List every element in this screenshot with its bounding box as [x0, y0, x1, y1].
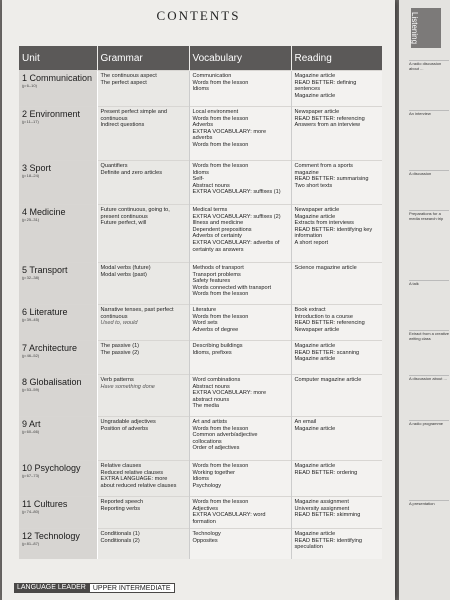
reading-line: speculation [294, 544, 323, 551]
unit-pages: (p 39–45) [22, 317, 40, 322]
grammar-line: Indirect questions [100, 122, 145, 129]
header-reading: Reading [291, 46, 382, 71]
vocabulary-cell [189, 497, 291, 529]
unit-pages: (p 32–38) [22, 275, 40, 280]
table-row [19, 375, 382, 417]
grammar-cell [97, 461, 189, 497]
unit-number: 3 [22, 163, 28, 173]
unit-pages: (p 67–73) [22, 473, 40, 478]
reading-line: information [294, 233, 323, 240]
grammar-line: Relative clauses [100, 463, 142, 469]
unit-title [22, 343, 94, 353]
unit-cell [19, 161, 97, 205]
table-row [19, 417, 382, 461]
vocabulary-cell [189, 461, 291, 497]
reading-line: READ BETTER: skimming [294, 512, 361, 519]
level-name: UPPER INTERMEDIATE [89, 583, 175, 593]
unit-name: Transport [29, 265, 68, 275]
reading-line: Magazine article [294, 213, 336, 220]
reading-line: READ BETTER: referencing [294, 115, 365, 122]
table-row [19, 161, 382, 205]
table-row [19, 263, 382, 305]
grammar-line: Modal verbs (future) [100, 265, 151, 271]
facing-page [399, 0, 450, 600]
vocabulary-line: Psychology [192, 482, 222, 489]
unit-name: Literature [29, 307, 68, 317]
grammar-line: The perfect aspect [100, 79, 147, 86]
reading-line: Comment from a sports [294, 163, 353, 169]
vocabulary-line: Adverbs of certainty [192, 233, 242, 240]
reading-cell [291, 375, 382, 417]
page-title: CONTENTS [156, 8, 241, 23]
vocabulary-cell [189, 529, 291, 559]
contents-page [2, 0, 395, 600]
unit-number: 6 [22, 307, 28, 317]
unit-title [22, 463, 94, 473]
unit-number: 8 [22, 377, 28, 387]
vocabulary-cell [189, 341, 291, 375]
grammar-line: Modal verbs (past) [100, 271, 147, 278]
table-row [19, 71, 382, 107]
unit-name: Technology [34, 531, 80, 541]
reading-line: Book extract [294, 307, 326, 313]
grammar-line: Have something done [100, 383, 155, 390]
unit-cell [19, 205, 97, 263]
grammar-line: Position of adverbs [100, 425, 149, 432]
reading-line: Science magazine article [294, 265, 357, 271]
grammar-line: Definite and zero articles [100, 169, 163, 176]
grammar-line: EXTRA LANGUAGE: more [100, 476, 168, 483]
unit-number: 4 [22, 207, 28, 217]
facing-cell: A radio discussion about ... [409, 60, 449, 71]
reading-cell [291, 107, 382, 161]
reading-line: Magazine article [294, 92, 336, 99]
unit-cell [19, 375, 97, 417]
reading-line: Extracts from interviews [294, 220, 354, 227]
vocabulary-cell [189, 305, 291, 341]
grammar-cell [97, 161, 189, 205]
vocabulary-line: EXTRA VOCABULARY: more [192, 128, 267, 135]
grammar-line: Present perfect simple and [100, 109, 168, 115]
reading-line: Newspaper article [294, 326, 340, 333]
reading-line: READ BETTER: identifying key [294, 226, 373, 233]
unit-number: 11 [22, 499, 32, 509]
vocabulary-line: Adjectives [192, 505, 218, 512]
vocabulary-line: Opposites [192, 537, 218, 544]
unit-pages: (p 53–59) [22, 387, 40, 392]
reading-line: Magazine article [294, 73, 336, 79]
grammar-line: Quantifiers [100, 163, 128, 169]
grammar-line: Used to, would [100, 320, 138, 327]
vocabulary-line: Adverbs of degree [192, 326, 239, 333]
vocabulary-cell [189, 263, 291, 305]
reading-line: magazine [294, 169, 319, 176]
reading-line: Magazine article [294, 463, 336, 469]
unit-title [22, 163, 94, 173]
vocabulary-line: Self- [192, 176, 205, 183]
vocabulary-line: Words from the lesson [192, 79, 249, 86]
vocabulary-line: Words from the lesson [192, 291, 249, 298]
unit-cell [19, 107, 97, 161]
vocabulary-line: Working together [192, 469, 235, 476]
unit-cell [19, 263, 97, 305]
vocabulary-line: Idioms [192, 86, 209, 93]
grammar-line: Reported speech [100, 499, 144, 505]
grammar-cell [97, 107, 189, 161]
grammar-cell [97, 205, 189, 263]
vocabulary-cell [189, 161, 291, 205]
facing-cell: A talk [409, 280, 449, 286]
reading-cell [291, 417, 382, 461]
unit-number: 7 [22, 343, 28, 353]
unit-cell [19, 341, 97, 375]
unit-cell [19, 529, 97, 559]
reading-cell [291, 263, 382, 305]
grammar-line: Future perfect, will [100, 220, 147, 227]
grammar-line: The passive (2) [100, 349, 140, 356]
vocabulary-line: Common adverb/adjective [192, 432, 258, 439]
grammar-line: Conditionals (1) [100, 531, 140, 537]
vocabulary-line: EXTRA VOCABULARY: word [192, 512, 266, 519]
vocabulary-line: Transport problems [192, 271, 241, 278]
grammar-cell [97, 71, 189, 107]
unit-title [22, 73, 94, 83]
header-unit: Unit [19, 46, 97, 71]
vocabulary-line: Illness and medicine [192, 220, 244, 227]
vocabulary-line: certainty as answers [192, 246, 244, 253]
vocabulary-line: abstract nouns [192, 396, 230, 403]
unit-name: Cultures [33, 499, 68, 509]
reading-line: An email [294, 419, 317, 425]
reading-line: Two short texts [294, 182, 333, 189]
facing-cell: A radio programme [409, 420, 449, 426]
reading-cell [291, 161, 382, 205]
vocabulary-line: Communication [192, 73, 232, 79]
reading-cell [291, 497, 382, 529]
reading-line: READ BETTER: summarising [294, 176, 369, 183]
reading-line: sentences [294, 86, 320, 93]
vocabulary-line: Words from the lesson [192, 141, 249, 148]
reading-cell [291, 461, 382, 497]
table-body [19, 71, 382, 559]
table-row [19, 305, 382, 341]
grammar-cell [97, 417, 189, 461]
vocabulary-line: EXTRA VOCABULARY: adverbs of [192, 239, 280, 246]
vocabulary-line: Adverbs [192, 122, 214, 129]
unit-name: Psychology [34, 463, 81, 473]
vocabulary-line: adverbs [192, 135, 213, 142]
reading-line: A short report [294, 239, 329, 246]
vocabulary-line: formation [192, 518, 216, 525]
unit-pages: (p 11–17) [22, 119, 39, 124]
vocabulary-line: Word sets [192, 320, 218, 327]
vocabulary-line: Words from the lesson [192, 115, 249, 122]
unit-title [22, 419, 94, 429]
facing-heading: Listening [410, 12, 419, 45]
facing-cell: An interview [409, 110, 449, 116]
grammar-cell [97, 375, 189, 417]
vocabulary-line: Words from the lesson [192, 313, 249, 320]
vocabulary-line: Word combinations [192, 377, 241, 383]
reading-line: READ BETTER: defining [294, 79, 357, 86]
grammar-line: about reduced relative clauses [100, 482, 177, 489]
unit-title [22, 109, 94, 119]
unit-name: Art [29, 419, 41, 429]
vocabulary-line: Local environment [192, 109, 239, 115]
unit-pages: (p 18–24) [22, 173, 40, 178]
vocabulary-cell [189, 205, 291, 263]
vocabulary-line: Art and artists [192, 419, 228, 425]
vocabulary-line: Words from the lesson [192, 163, 249, 169]
unit-name: Sport [29, 163, 52, 173]
footer [14, 583, 175, 593]
table-header-row [19, 46, 382, 71]
facing-cell: Preparations for a media research trip [409, 210, 449, 221]
vocabulary-line: Safety features [192, 278, 231, 285]
reading-line: University assignment [294, 505, 350, 512]
table-row [19, 205, 382, 263]
unit-number: 2 [22, 109, 28, 119]
unit-pages: (p 60–66) [22, 429, 40, 434]
grammar-line: Reporting verbs [100, 505, 140, 512]
grammar-line: Reduced relative clauses [100, 469, 163, 476]
vocabulary-line: Order of adjectives [192, 445, 240, 452]
unit-name: Communication [29, 73, 93, 83]
facing-cell: A discussion [409, 170, 449, 176]
reading-line: Magazine assignment [294, 499, 349, 505]
facing-cell: Extract from a creative writing class [409, 331, 449, 341]
vocabulary-line: Words from the lesson [192, 463, 249, 469]
grammar-line: The continuous aspect [100, 73, 157, 79]
unit-name: Globalisation [29, 377, 82, 387]
unit-number: 10 [22, 463, 33, 473]
unit-pages: (p 74–80) [22, 509, 40, 514]
vocabulary-cell [189, 107, 291, 161]
table-row [19, 461, 382, 497]
reading-cell [291, 205, 382, 263]
grammar-line: present continuous [100, 213, 148, 220]
reading-cell [291, 305, 382, 341]
vocabulary-line: Words connected with transport [192, 284, 272, 291]
reading-cell [291, 341, 382, 375]
unit-name: Environment [29, 109, 81, 119]
grammar-line: Ungradable adjectives [100, 419, 156, 425]
unit-pages: (p 46–52) [22, 353, 40, 358]
vocabulary-line: Technology [192, 531, 221, 537]
reading-cell [291, 71, 382, 107]
unit-pages: (p 6–10) [22, 83, 37, 88]
grammar-line: continuous [100, 313, 128, 320]
reading-line: Magazine article [294, 356, 336, 363]
header-vocabulary: Vocabulary [189, 46, 291, 71]
reading-cell [291, 529, 382, 559]
unit-name: Architecture [29, 343, 78, 353]
vocabulary-line: EXTRA VOCABULARY: suffixes (1) [192, 189, 281, 196]
vocabulary-line: Words from the lesson [192, 425, 249, 432]
grammar-line: Verb patterns [100, 377, 134, 383]
grammar-line: The passive (1) [100, 343, 140, 349]
vocabulary-cell [189, 417, 291, 461]
reading-line: Newspaper article [294, 207, 340, 213]
contents-table [19, 46, 383, 559]
unit-title [22, 531, 94, 541]
unit-number: 1 [22, 73, 28, 83]
grammar-line: continuous [100, 115, 128, 122]
table-row [19, 529, 382, 559]
vocabulary-line: Idioms [192, 169, 209, 176]
reading-line: READ BETTER: scanning [294, 349, 360, 356]
table-row [19, 341, 382, 375]
facing-cell: A discussion about ... [409, 375, 449, 381]
grammar-line: Conditionals (2) [100, 537, 140, 544]
grammar-line: Future continuous, going to, [100, 207, 170, 213]
reading-line: READ BETTER: referencing [294, 320, 365, 327]
vocabulary-line: Abstract nouns [192, 182, 230, 189]
unit-title [22, 207, 94, 217]
reading-line: Answers from an interview [294, 122, 361, 129]
vocabulary-line: Literature [192, 307, 217, 313]
vocabulary-line: EXTRA VOCABULARY: more [192, 390, 267, 397]
reading-line: READ BETTER: identifying [294, 537, 362, 544]
unit-title [22, 377, 94, 387]
unit-number: 5 [22, 265, 28, 275]
unit-cell [19, 71, 97, 107]
reading-line: Introduction to a course [294, 313, 353, 320]
reading-line: Magazine article [294, 531, 336, 537]
reading-line: Magazine article [294, 425, 336, 432]
grammar-cell [97, 263, 189, 305]
vocabulary-line: The media [192, 403, 219, 410]
facing-cell: A presentation [409, 500, 449, 506]
vocabulary-line: collocations [192, 438, 222, 445]
facing-header [411, 8, 441, 48]
unit-number: 9 [22, 419, 28, 429]
reading-line: READ BETTER: ordering [294, 469, 358, 476]
grammar-cell [97, 341, 189, 375]
vocabulary-line: Idioms [192, 476, 209, 483]
vocabulary-cell [189, 375, 291, 417]
vocabulary-line: Idioms, prefixes [192, 349, 232, 356]
grammar-cell [97, 529, 189, 559]
table-row [19, 497, 382, 529]
grammar-line: Narrative tenses, past perfect [100, 307, 174, 313]
unit-title [22, 499, 94, 509]
series-name: LANGUAGE LEADER [14, 583, 89, 593]
unit-cell [19, 305, 97, 341]
grammar-cell [97, 497, 189, 529]
unit-pages: (p 25–31) [22, 217, 40, 222]
vocabulary-line: Describing buildings [192, 343, 243, 349]
vocabulary-line: Medical terms [192, 207, 228, 213]
unit-title [22, 307, 94, 317]
vocabulary-line: Words from the lesson [192, 499, 249, 505]
vocabulary-line: Methods of transport [192, 265, 244, 271]
unit-cell [19, 461, 97, 497]
unit-cell [19, 417, 97, 461]
grammar-cell [97, 305, 189, 341]
vocabulary-line: Dependent prepositions [192, 226, 252, 233]
unit-cell [19, 497, 97, 529]
unit-pages: (p 81–87) [22, 541, 40, 546]
vocabulary-line: EXTRA VOCABULARY: suffixes (2) [192, 213, 281, 220]
vocabulary-line: Abstract nouns [192, 383, 230, 390]
unit-name: Medicine [29, 207, 66, 217]
reading-line: Newspaper article [294, 109, 340, 115]
table-row [19, 107, 382, 161]
unit-title [22, 265, 94, 275]
vocabulary-cell [189, 71, 291, 107]
header-grammar: Grammar [97, 46, 189, 71]
unit-number: 12 [22, 531, 33, 541]
reading-line: Computer magazine article [294, 377, 362, 383]
reading-line: Magazine article [294, 343, 336, 349]
